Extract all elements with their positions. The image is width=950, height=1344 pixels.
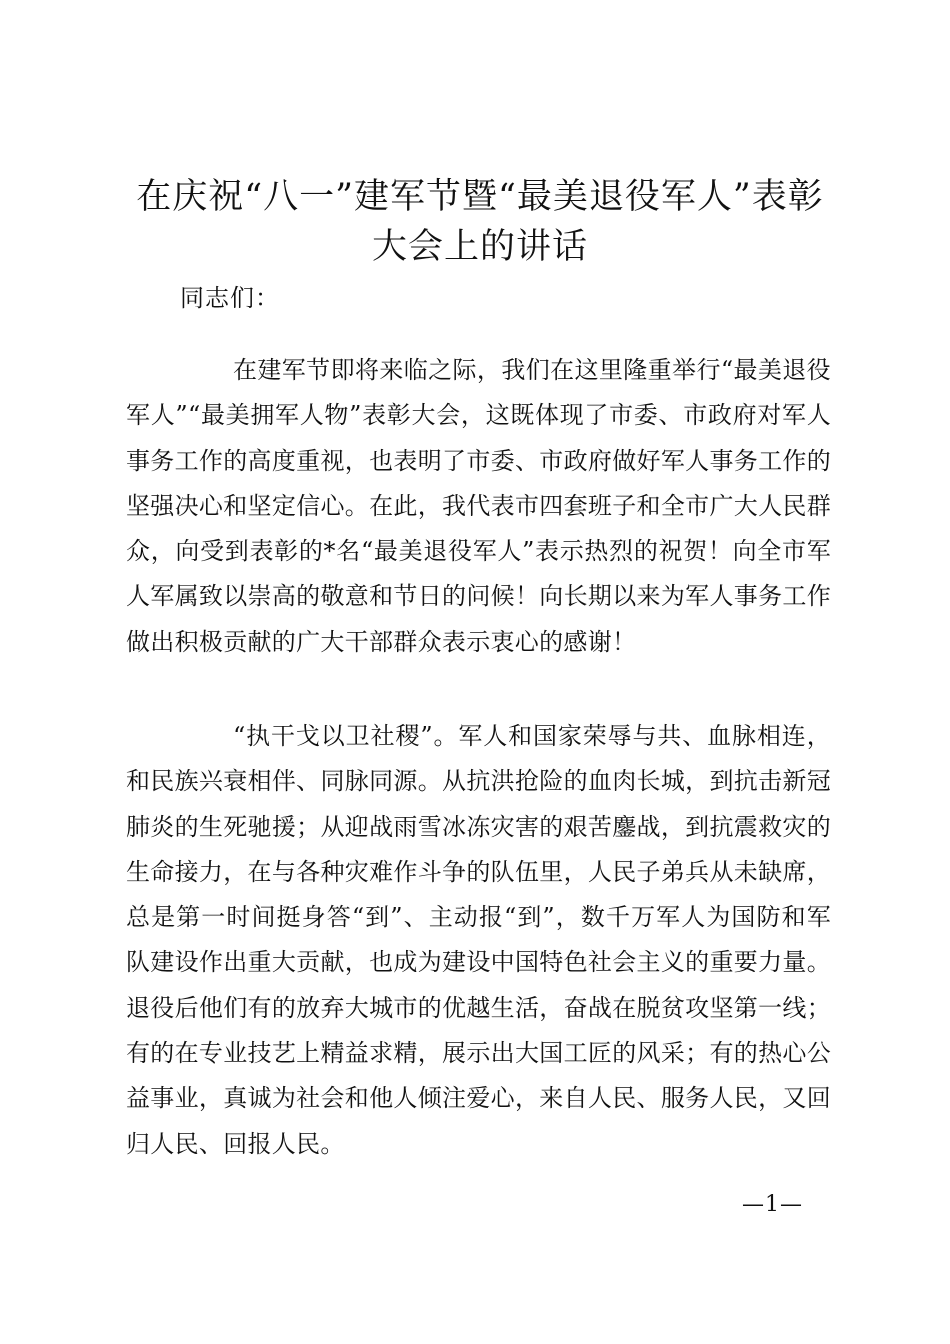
body-paragraph-1: 在建军节即将来临之际，我们在这里隆重举行“最美退役军人”“最美拥军人物”表彰大会，这既体现了市委、市政府对军人事务工作的高度重视，也表明了市委、市政府做好军人事务工作的坚强决心和坚定信心。在此，我代表市四套班子和全市广大人民群众，向受到表彰的*名“最美退役军人”表示热烈的祝贺！向全市军人军属致以崇高的敬意和节日的问候！向长期以来为军人事务工作做出积极贡献的广大干部群众表示衷心的感谢！ bbox=[126, 356, 831, 656]
document-title: 在庆祝“八一”建军节暨“最美退役军人”表彰大会上的讲话 bbox=[136, 177, 824, 267]
page-number: —1— bbox=[742, 1192, 803, 1217]
salutation: 同志们： bbox=[180, 284, 280, 312]
body-paragraph-2: “执干戈以卫社稷”。军人和国家荣辱与共、血脉相连，和民族兴衰相伴、同脉同源。从抗洪抢险的血肉长城，到抗击新冠肺炎的生死驰援；从迎战雨雪冰冻灾害的艰苦鏖战，到抗震救灾的生命接力，在与各种灾难作斗争的队伍里，人民子弟兵从未缺席，总是第一时间挺身答“到”、主动报“到”，数千万军人为国防和军队建设作出重大贡献，也成为建设中国特色社会主义的重要力量。退役后他们有的放弃大城市的优越生活，奋战在脱贫攻坚第一线；有的在专业技艺上精益求精，展示出大国工匠的风采；有的热心公益事业，真诚为社会和他人倾注爱心，来自人民、服务人民，又回归人民、回报人民。 bbox=[126, 722, 831, 1158]
